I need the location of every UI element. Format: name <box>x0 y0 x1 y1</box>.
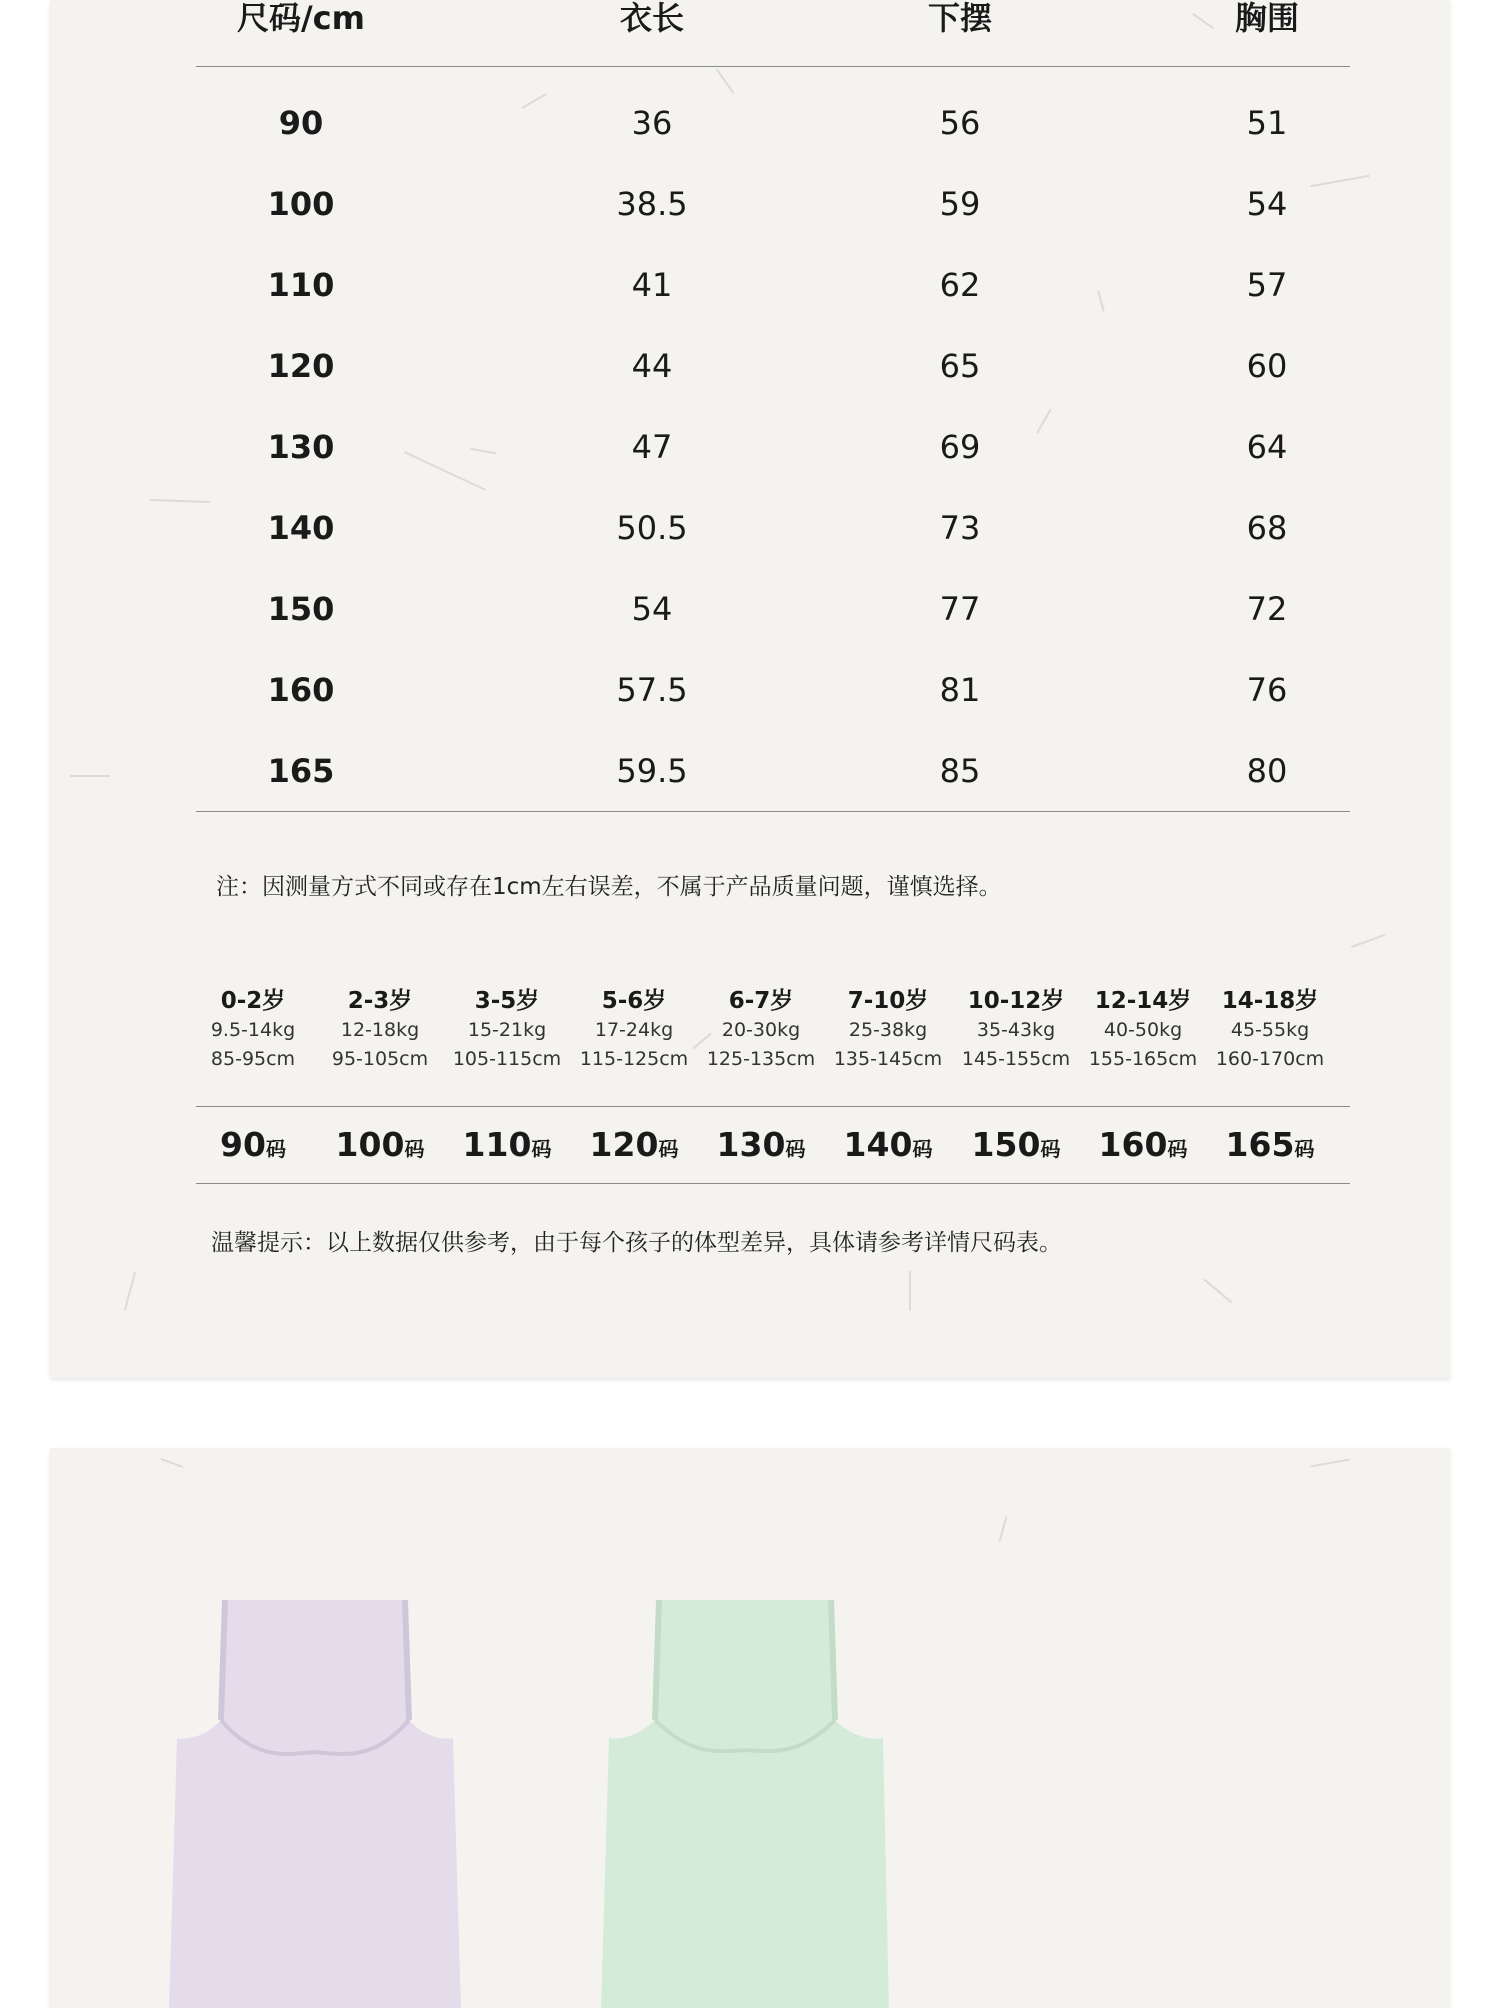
table-row <box>196 164 1350 245</box>
measurement-cell: 54 <box>631 590 673 628</box>
weight-range: 25-38kg <box>848 1019 928 1041</box>
measurement-cell: 57 <box>1246 266 1288 304</box>
table-row <box>196 326 1350 407</box>
reference-tip: 温馨提示：以上数据仅供参考，由于每个孩子的体型差异，具体请参考详情尺码表。 <box>211 1230 1062 1256</box>
age-label: 2-3岁 <box>347 988 413 1014</box>
measurement-cell: 69 <box>939 428 981 466</box>
age-label: 0-2岁 <box>220 988 286 1014</box>
size-code-unit: 码 <box>265 1137 286 1161</box>
measurement-cell: 56 <box>939 104 981 142</box>
mint-camisole-body <box>601 1600 889 2008</box>
height-range: 85-95cm <box>210 1048 296 1070</box>
table-row <box>196 650 1350 731</box>
age-label: 6-7岁 <box>728 988 794 1014</box>
measurement-cell: 60 <box>1246 347 1288 385</box>
age-column <box>953 986 1079 1074</box>
table-row <box>196 488 1350 569</box>
measurement-cell: 54 <box>1246 185 1288 223</box>
measurement-cell: 62 <box>939 266 981 304</box>
measurement-cell: 44 <box>631 347 673 385</box>
age-column <box>825 986 951 1074</box>
measurement-cell: 47 <box>631 428 673 466</box>
size-code-unit: 码 <box>1167 1137 1188 1161</box>
height-range: 125-135cm <box>706 1048 816 1070</box>
size-code-number: 160 <box>1098 1125 1168 1164</box>
size-cell: 150 <box>267 590 335 628</box>
age-column <box>1207 986 1333 1074</box>
size-code <box>698 1125 824 1164</box>
size-table-body <box>196 67 1350 812</box>
size-code-number: 90 <box>220 1125 266 1164</box>
size-code <box>571 1125 697 1164</box>
size-cell: 100 <box>267 185 335 223</box>
age-column <box>571 986 697 1074</box>
size-code-row <box>196 1106 1350 1184</box>
size-code-unit: 码 <box>785 1137 806 1161</box>
measurement-cell: 59 <box>939 185 981 223</box>
size-code-number: 140 <box>843 1125 913 1164</box>
size-cell: 130 <box>267 428 335 466</box>
product-photo-card <box>50 1448 1450 2008</box>
age-column <box>1080 986 1206 1074</box>
size-cell: 140 <box>267 509 335 547</box>
header-hem: 下摆 <box>927 0 992 37</box>
table-row <box>196 731 1350 812</box>
header-chest: 胸围 <box>1234 0 1299 37</box>
size-code-unit: 码 <box>1294 1137 1315 1161</box>
size-code <box>190 1125 316 1164</box>
weight-range: 17-24kg <box>594 1019 674 1041</box>
height-range: 155-165cm <box>1088 1048 1198 1070</box>
size-code <box>1080 1125 1206 1164</box>
height-range: 160-170cm <box>1215 1048 1325 1070</box>
measurement-cell: 72 <box>1246 590 1288 628</box>
age-column <box>317 986 443 1074</box>
size-code-unit: 码 <box>1040 1137 1061 1161</box>
measurement-cell: 80 <box>1246 752 1288 790</box>
size-code-number: 150 <box>971 1125 1041 1164</box>
size-code-number: 120 <box>589 1125 659 1164</box>
weight-range: 40-50kg <box>1103 1019 1183 1041</box>
age-column <box>190 986 316 1074</box>
size-cell: 120 <box>267 347 335 385</box>
measurement-cell: 38.5 <box>616 185 688 223</box>
measurement-cell: 81 <box>939 671 981 709</box>
measurement-cell: 36 <box>631 104 673 142</box>
size-cell: 165 <box>267 752 335 790</box>
size-code-number: 110 <box>462 1125 532 1164</box>
size-code-number: 100 <box>335 1125 405 1164</box>
size-code-unit: 码 <box>531 1137 552 1161</box>
age-label: 12-14岁 <box>1094 988 1192 1014</box>
weight-range: 20-30kg <box>721 1019 801 1041</box>
measurement-cell: 68 <box>1246 509 1288 547</box>
weight-range: 35-43kg <box>976 1019 1056 1041</box>
measurement-cell: 59.5 <box>616 752 688 790</box>
lavender-camisole-body <box>169 1600 461 2008</box>
age-label: 10-12岁 <box>967 988 1065 1014</box>
height-range: 95-105cm <box>331 1048 429 1070</box>
height-range: 145-155cm <box>961 1048 1071 1070</box>
measurement-cell: 50.5 <box>616 509 688 547</box>
size-code-unit: 码 <box>912 1137 933 1161</box>
table-row <box>196 83 1350 164</box>
age-column <box>444 986 570 1074</box>
size-code <box>317 1125 443 1164</box>
header-size: 尺码/cm <box>236 0 365 37</box>
measurement-cell: 64 <box>1246 428 1288 466</box>
age-label: 14-18岁 <box>1221 988 1319 1014</box>
header-length: 衣长 <box>619 0 684 37</box>
size-cell: 90 <box>278 104 324 142</box>
table-row <box>196 245 1350 326</box>
weight-range: 9.5-14kg <box>210 1019 296 1041</box>
size-code-unit: 码 <box>658 1137 679 1161</box>
size-code-number: 165 <box>1225 1125 1295 1164</box>
height-range: 135-145cm <box>833 1048 943 1070</box>
size-code-number: 130 <box>716 1125 786 1164</box>
measurement-cell: 77 <box>939 590 981 628</box>
mint-camisole-image <box>595 1590 895 2008</box>
size-cell: 160 <box>267 671 335 709</box>
measurement-cell: 41 <box>631 266 673 304</box>
measurement-cell: 65 <box>939 347 981 385</box>
size-table-header <box>196 0 1350 67</box>
size-table <box>196 0 1350 812</box>
size-code <box>1207 1125 1333 1164</box>
weight-range: 45-55kg <box>1230 1019 1310 1041</box>
age-label: 7-10岁 <box>847 988 929 1014</box>
height-range: 115-125cm <box>579 1048 689 1070</box>
weight-range: 12-18kg <box>340 1019 420 1041</box>
age-label: 3-5岁 <box>474 988 540 1014</box>
table-row <box>196 407 1350 488</box>
table-row <box>196 569 1350 650</box>
measurement-cell: 51 <box>1246 104 1288 142</box>
size-code <box>825 1125 951 1164</box>
measurement-cell: 76 <box>1246 671 1288 709</box>
size-cell: 110 <box>267 266 335 304</box>
measurement-cell: 73 <box>939 509 981 547</box>
size-code-unit: 码 <box>404 1137 425 1161</box>
height-range: 105-115cm <box>452 1048 562 1070</box>
weight-range: 15-21kg <box>467 1019 547 1041</box>
age-column <box>698 986 824 1074</box>
measurement-cell: 57.5 <box>616 671 688 709</box>
size-code <box>444 1125 570 1164</box>
measurement-cell: 85 <box>939 752 981 790</box>
lavender-camisole-image <box>165 1590 465 2008</box>
size-code <box>953 1125 1079 1164</box>
size-chart-card <box>50 0 1450 1378</box>
age-label: 5-6岁 <box>601 988 667 1014</box>
measurement-note: 注：因测量方式不同或存在1cm左右误差，不属于产品质量问题，谨慎选择。 <box>216 874 1002 900</box>
